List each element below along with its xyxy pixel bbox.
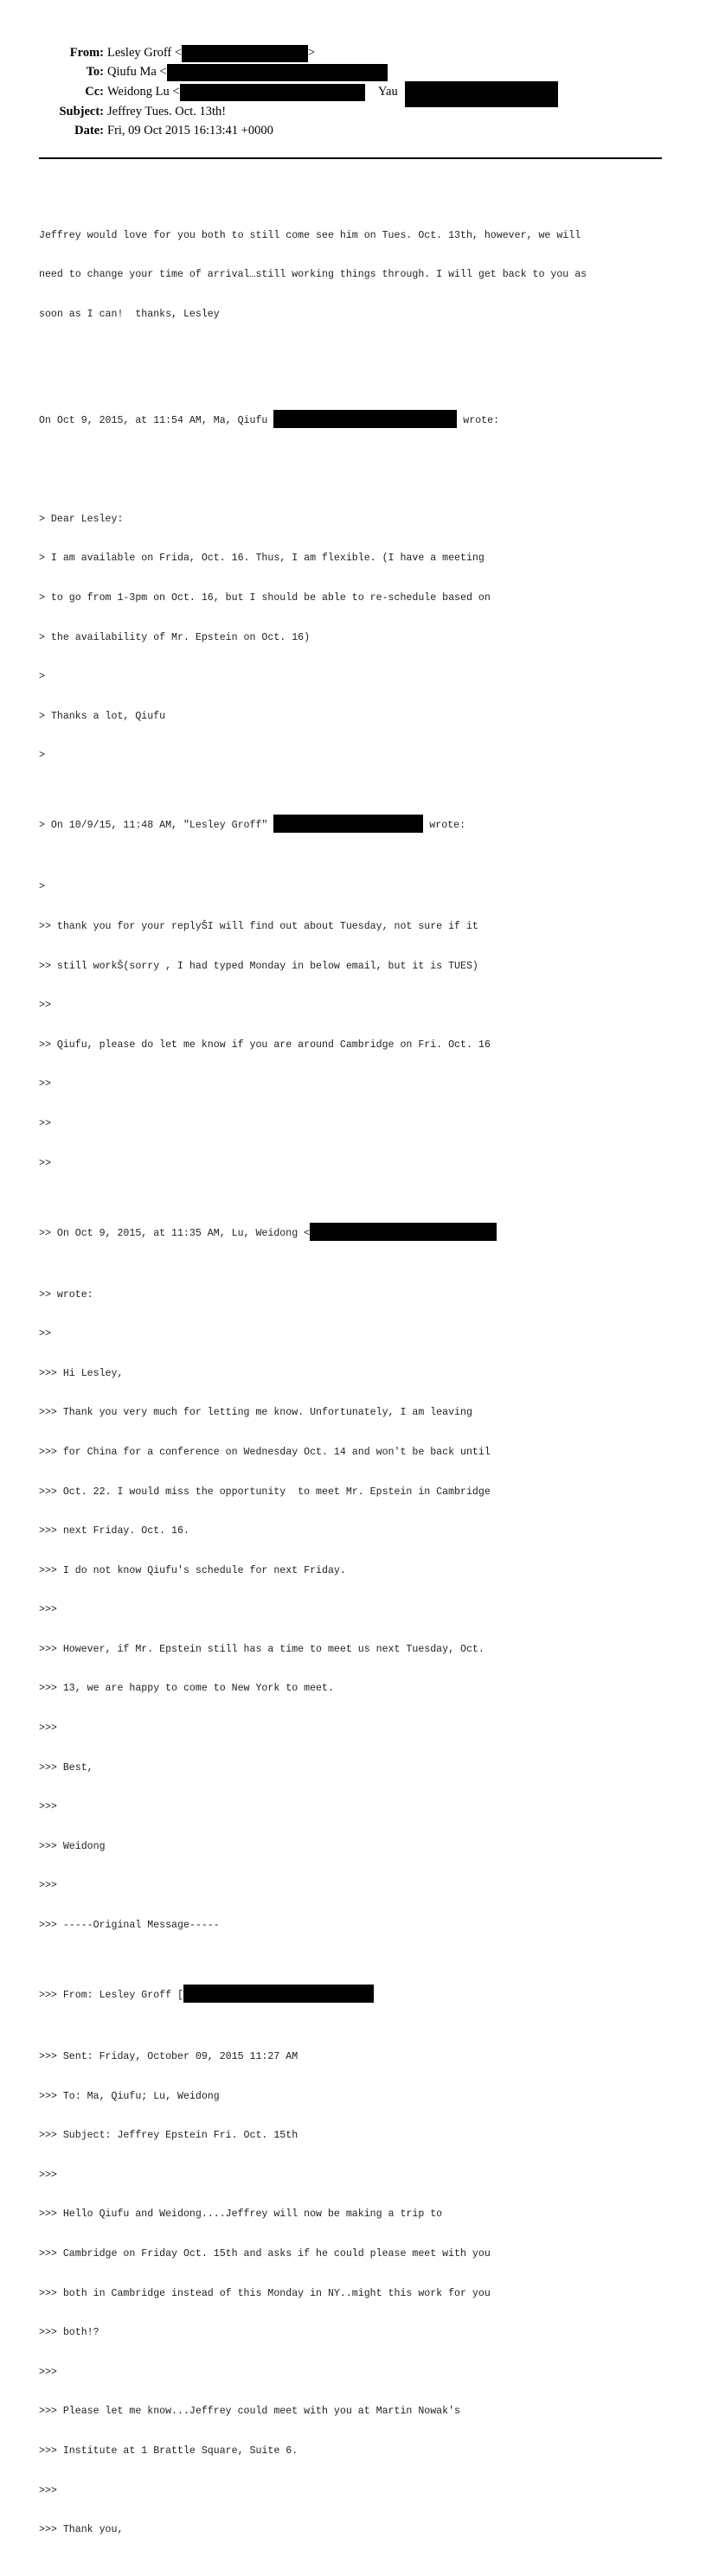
redaction-box: [183, 1985, 374, 2003]
cc-second-name: Yau: [378, 85, 398, 99]
to-name: Qiufu Ma <: [107, 65, 167, 79]
redaction-box: [405, 81, 558, 107]
attribution-tail: wrote:: [457, 415, 500, 427]
cc-name: Weidong Lu <: [107, 85, 180, 99]
text-line: >>>: [39, 1723, 57, 1735]
cc-label: Cc:: [85, 85, 104, 99]
text-line: >>>: [39, 1880, 57, 1892]
text-line: >>>: [39, 2366, 57, 2378]
text-line: >>>: [39, 2484, 57, 2496]
text-line: >>> Subject: Jeffrey Epstein Fri. Oct. 15th: [39, 2130, 298, 2142]
text-line: >>> To: Ma, Qiufu; Lu, Weidong: [39, 2090, 220, 2102]
date-row: [0, 121, 104, 140]
email-body: [39, 176, 671, 2576]
text-line: >> still workŠ(sorry , I had typed Monday in below email, but it is TUES): [39, 960, 478, 972]
text-line: >>: [39, 1078, 51, 1090]
text-line: Jeffrey would love for you both to still come see him on Tues. Oct. 13th, however, we will: [39, 229, 581, 241]
attribution-text: On Oct 9, 2015, at 11:54 AM, Ma, Qiufu: [39, 415, 274, 427]
quote-level-3: [39, 1262, 671, 1959]
text-line: >> wrote:: [39, 1288, 93, 1301]
redaction-box: [310, 1223, 497, 1241]
text-line: >>> for China for a conference on Wednesday Oct. 14 and won't be back until: [39, 1446, 491, 1458]
text-line: >>> Hello Qiufu and Weidong....Jeffrey will now be making a trip to: [39, 2208, 443, 2221]
text-line: >>> 13, we are happy to come to New York to meet.: [39, 1683, 334, 1695]
text-line: >>> Institute at 1 Brattle Square, Suite 6.: [39, 2445, 298, 2457]
quote-attribution-2: [39, 815, 671, 832]
quote-level-4: [39, 2024, 671, 2563]
text-line: >>> Weidong: [39, 1840, 106, 1852]
text-line: >>> Thank you very much for letting me know. Unfortunately, I am leaving: [39, 1407, 472, 1419]
text-line: >>> both in Cambridge instead of this Monday in NY..might this work for you: [39, 2287, 491, 2299]
paragraph-1: [39, 202, 671, 347]
from-label: From:: [69, 46, 104, 60]
from-name: Lesley Groff <: [107, 46, 183, 60]
text-line: >>> Best,: [39, 1761, 93, 1774]
from-text: >>> From: Lesley Groff [: [39, 1990, 183, 2002]
attribution-text: >> On Oct 9, 2015, at 11:35 AM, Lu, Weidong <: [39, 1227, 311, 1239]
text-line: >>> However, if Mr. Epstein still has a time to meet us next Tuesday, Oct.: [39, 1643, 485, 1655]
text-line: >>> next Friday. Oct. 16.: [39, 1525, 189, 1537]
text-line: >> Qiufu, please do let me know if you are around Cambridge on Fri. Oct. 16: [39, 1039, 491, 1051]
text-line: >>> Thank you,: [39, 2524, 124, 2536]
redaction-box: [180, 84, 365, 101]
redaction-box: [182, 45, 308, 62]
text-line: need to change your time of arrival…still working things through. I will get back to you as: [39, 269, 587, 281]
text-line: > to go from 1-3pm on Oct. 16, but I should be able to re-schedule based on: [39, 592, 491, 604]
subject-value: Jeffrey Tues. Oct. 13th!: [107, 105, 227, 118]
text-line: soon as I can! thanks, Lesley: [39, 309, 220, 320]
text-line: >>>: [39, 1604, 57, 1616]
quote-level-2: [39, 854, 671, 1196]
text-line: >>> I do not know Qiufu's schedule for next Friday.: [39, 1564, 346, 1576]
text-line: >: [39, 881, 45, 893]
subject-row: [0, 102, 104, 121]
redaction-box: [273, 410, 457, 428]
text-line: >>: [39, 1117, 51, 1129]
from-tail: >: [308, 46, 316, 60]
attribution-tail: wrote:: [423, 820, 466, 832]
date-value: Fri, 09 Oct 2015 16:13:41 +0000: [107, 124, 273, 137]
cc-second-redaction: [405, 81, 558, 107]
text-line: >>> Oct. 22. I would miss the opportunity to meet Mr. Epstein in Cambridge: [39, 1486, 491, 1498]
from-row: [0, 43, 104, 62]
text-line: > the availability of Mr. Epstein on Oct. 16): [39, 631, 311, 643]
redaction-box: [273, 815, 423, 833]
text-line: >>> Cambridge on Friday Oct. 15th and asks if he could please meet with you: [39, 2248, 491, 2260]
text-line: >>>: [39, 2169, 57, 2181]
text-line: >>> Hi Lesley,: [39, 1367, 124, 1379]
text-line: >>: [39, 1000, 51, 1012]
attribution-text: > On 10/9/15, 11:48 AM, "Lesley Groff": [39, 820, 274, 832]
date-label: Date:: [74, 124, 104, 137]
quote-level-1: [39, 486, 671, 789]
text-line: > Dear Lesley:: [39, 513, 124, 525]
cc-value: [107, 82, 365, 101]
text-line: >>> Please let me know...Jeffrey could meet with you at Martin Nowak's: [39, 2406, 461, 2418]
text-line: >>> both!?: [39, 2327, 99, 2339]
text-line: >>> Sent: Friday, October 09, 2015 11:27 AM: [39, 2051, 298, 2063]
header-divider: [39, 157, 662, 159]
text-line: >: [39, 671, 45, 683]
text-line: >>: [39, 1157, 51, 1169]
quote-attribution-3: [39, 1223, 671, 1239]
text-line: >>>: [39, 1801, 57, 1813]
to-row: [0, 62, 104, 81]
text-line: >>> -----Original Message-----: [39, 1920, 220, 1932]
subject-label: Subject:: [59, 105, 104, 118]
cc-row: [0, 82, 104, 101]
redaction-box: [167, 64, 388, 81]
text-line: >>: [39, 1328, 51, 1340]
original-from-line: [39, 1985, 671, 2002]
text-line: >: [39, 750, 45, 762]
text-line: > I am available on Frida, Oct. 16. Thus, I am flexible. (I have a meeting: [39, 553, 485, 565]
quote-attribution-1: [39, 410, 671, 427]
to-label: To:: [86, 65, 104, 79]
to-value: [107, 62, 388, 81]
cc-second: [378, 82, 398, 101]
text-line: > Thanks a lot, Qiufu: [39, 710, 166, 722]
from-value: [107, 43, 315, 62]
text-line: >> thank you for your replyŠI will find out about Tuesday, not sure if it: [39, 920, 478, 932]
